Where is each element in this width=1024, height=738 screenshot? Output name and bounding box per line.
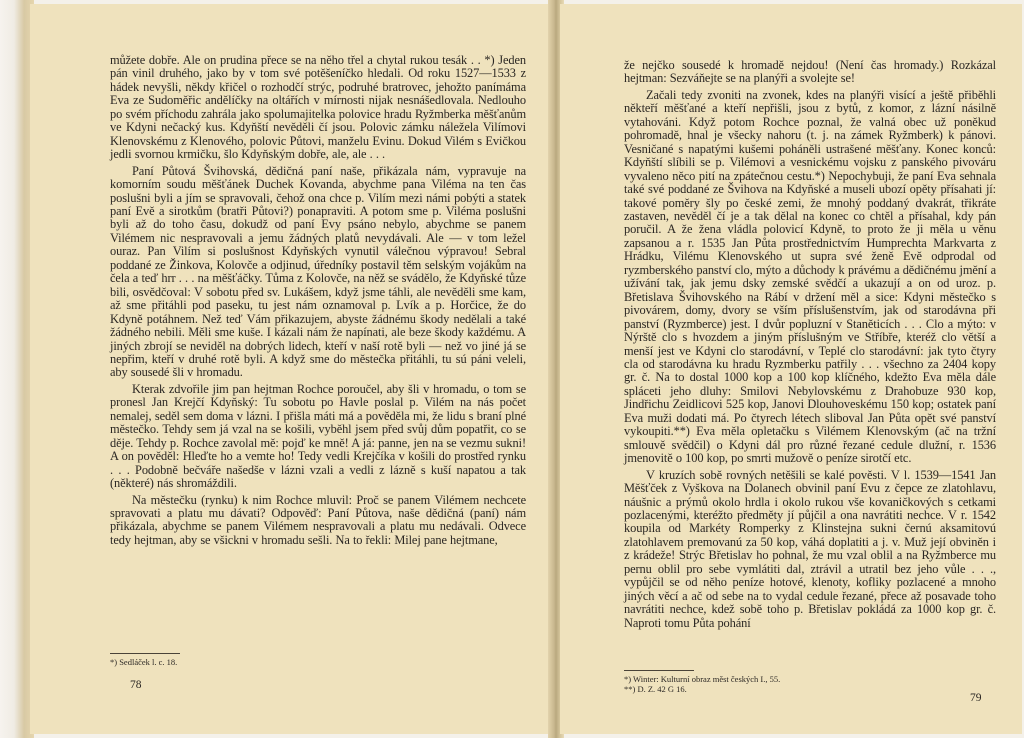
page-number: 78 — [130, 679, 142, 691]
right-page — [560, 4, 1022, 734]
footnote: **) D. Z. 42 G 16. — [624, 684, 687, 694]
footnote: *) Sedláček l. c. 18. — [110, 657, 178, 667]
left-footnotes — [110, 653, 510, 667]
footnote: *) Winter: Kulturní obraz měst českých I., 55. — [624, 674, 781, 684]
footnote-rule — [110, 653, 180, 654]
right-page-body — [624, 59, 996, 633]
left-paragraph: můžete dobře. Ale on prudina přece se na něho třel a chytal rukou tesák . . *) Jeden pán vinil druhého, jako by v tom své potěšeníčko hledali. Od roku 1527—1533 z hádek nevyšli, někdy křičel o rozhodčí strýc, podruhé bratrovec, jehožto panímáma Eva ze Sudoměřic andělíčky na oltářích v mírnosti nijak nesnášedlovala. Nedlouho po svém příchodu zahrála jako spolumajitelka polovice hradu Ryžmberka měšťanům ve Kdyni nečacký kus. Kdyňští nevěděli čí jsou. Polovic zámku náležela Vilímovi Klenovskému z Klenového, polovic Půtovi, manželu Evinu. Dokud Vilém s Evičkou jedli svornou krmičku, šlo Kdyňským dobře, ale, ale . . . — [110, 53, 526, 162]
left-page-body — [110, 54, 526, 550]
right-paragraph: že nejčko sousedé k hromadě nejdou! (Není čas hromady.) Rozkázal hejtman: Sezváňejte se na planýři a svolejte se! — [624, 58, 996, 86]
page-number: 79 — [970, 692, 982, 704]
right-footnotes — [624, 670, 984, 694]
page-edge-shadow — [0, 0, 34, 738]
footnote-rule — [624, 670, 694, 671]
left-paragraph: Kterak zdvořile jim pan hejtman Rochce poroučel, aby šli v hromadu, o tom se pronesl Jan Krejčí Kdyňský: Tu sobotu po Havle poslal p. Vilém na nás počet nemalej, seděl sem doma v lázni. I přišla máti má a pověděla mi, že lidu s braní plné městečko. Tehdy sem já vzal na se košili, vyběhl jsem před svůj dům popatřit, co se děje. Tehdy p. Rochce zavolal mě: pojď ke mně! A já: panne, jen na se vezmu sukni! A on pověděl: Hleďte ho a vemte ho! Tedy vedli Krejčíka v košili do prostřed rynku . . . Podobně bečváře našedše v lázni vzali a vedli z lázně s kuší napatou a tak (některé) nás shromáždili. — [110, 381, 526, 491]
left-paragraph: Paní Půtová Švihovská, dědičná paní naše, přikázala nám, vypravuje na komorním soudu měšťánek Duchek Kovanda, abychme pana Viléma na ten čas poslušni byli a jím se spravovali, čehož ona chce p. Vilím mezi námi pobýti a statek paní Evě a sirotkům (bratři Půtovi?) ponapraviti. A potom sme p. Viléma poslušni byli až do toho času, dokudž od paní Evy psáno nebylo, abychme se panem Vilémem nic nespravovali a jemu žádných platů nevydávali. Ale — v tom ležel ouraz. Pan Vilím si poslušnost Kdyňských vynutil válečnou výpravou! Sebral poddané ze Žinkova, Kolovče a odjinud, úředníky postavil těm selským vojákům na čela a teď hrr . . . na měšťáčky. Tůma z Kolovče, na něž se svádělo, že Kdyňské tůze bili, osvědčoval: V sobotu před sv. Lukášem, když jsme táhli, ale nevěděli sme kam, až sme přitáhli pod paseku, tu jest nám oznamoval p. Lvík a p. Horčice, že do Kdyně potáhnem. Než teď Vám přikazujem, abyste žádnému škody nedělali a také žádného nebili. Měli sme kuše. I kázali nám že napínati, ale beze škody každému. A jiných zbrojí se neviděl na dobrých lidech, kteří v naší rotě byli — než vo jiné já se nepřim, kteří v druhé rotě byli. A když sme do městečka přitáhli, tu sú páni veleli, aby sousedé šli v hromadu. — [110, 163, 526, 380]
left-paragraph: Na městečku (rynku) k nim Rochce mluvil: Proč se panem Vilémem nechcete spravovati a platu mu dávati? Odpověď: Paní Půtova, naše dědičná (paní) nám přikázala, abychme se panem Vilémem nespravovali a platu mu nedávali. Odvece tedy hejtman, aby se všickni v hromadu sešli. Na to řekli: Milej pane hejtmane, — [110, 492, 526, 547]
right-paragraph: V kruzích sobě rovných netěšili se kalé pověsti. V l. 1539—1541 Jan Měšťček z Vyškova na Dolanech obvinil paní Evu z čepce ze zlatohlavu, náušnic a prýmů okolo hrdla i okolo rukou vše kovaničkových s cetkami pozlacenými, kteréžto předměty jí půjčil a ona navrátiti nechce. V r. 1542 koupila od Markéty Romperky z Klinstejna sukni černú aksamitovú zlatohlavem premovanú za 50 kop, váhá doplatiti a j. v. Muž její obviněn i z krádeže! Strýc Břetislav ho pohnal, že mu vzal oblil a na Ryžmberce mu pernu oblil pro sebe vymlátiti dal, ztrávil a utratil bez jeho vůle . . ., vypůjčil se od něho peníze hotové, klenoty, kofliky pozlacené a mnoho jiných věcí a ač od sebe na to vydal cedule řezané, přece až posavade toho navrátiti nechce, kdež sobě toho p. Břetislav pokládá za 1000 kop gr. č. Naproti tomu Půta pohání — [624, 467, 996, 630]
left-page — [30, 4, 552, 734]
right-paragraph: Začali tedy zvoniti na zvonek, kdes na planýři visící a ještě přiběhli někteří měšťané a kteří nepřišli, jsou z bytů, z komor, z lázní násilně vytahováni. Když potom Rochce poznal, že valná obec už poněkud pohromadě, hnal je všecky nahoru (t. j. na zámek Ryžmberk) k pánovi. Vesničané s napatými kušemi poháněli ustrašené měšťany. Konec konců: Kdyňští slíbili se p. Vilémovi a vesnickému vojsku z panského pivováru vyvaleno něco pití na zpátečnou cestu.*) Nepochybuji, že paní Eva sehnala také své poddané ze Švihova na Kdyňské a museli ubozí opěty přísahati jí: takové poměry šly po české zemi, že mnohý poddaný dvakrát, třikráte zastaven, nevěděl čí je a tak dělal na konec co chtěl a přísahal, kdy pán poručil. A že žena vládla polovicí Kdyně, to proto že ji měla u věnu zapsanou a r. 1535 Jan Půta prostřednictvím Humprechta Markvarta z Hrádku, Vilému Klenovského ut supra své ženě Evě odprodal od ryzmberského panství clo, mýto a důchody k právému a dědičnému jmění a užívání tak, jak jemu dsky zemské svědčí a ukazují a on od uroz. p. Břetislava Švihovského na Rábí v držení měl a sice: Kdyni městečko s pivovárem, domy, dvory se vším příslušenstvím, jak od starodávna při panství (Ryzmberce) jest. I dvůr popluzní v Staněticích . . . Clo a mýto: v Nýrště clo s hvozdem a jiným příslušným ve Stříbře, kteréž clo větší a menší jest ve Kdyni clo starodávní, v Teplé clo starodávní: jak tyto čtyry cla od starodávna ku hradu Ryzmberku patřily . . . všechno za 2404 kopy gr. č. Na to dostal 1000 kop a 100 kop klíčného, kdežto Eva měla dále spláceti jeho dluhy: Smilovi Nebylovskému z Drahobuze 930 kop, Jindřichu Zeidlicovi 525 kop, Janovi Dlouhoveskému 150 kop; ostatek paní Eva muži dodati má. Po čtyrech létech sliboval Jan Půta opět své panství vykoupiti.**) Eva měla opletačku s Vilémem Klenovským (ač na tržní smlouvě svědčil) o Kdyni dál pro různé řezané cedule dlužní, r. 1536 jmenovitě o 100 kop, po smrti mužově o peníze sirotčí etc. — [624, 87, 996, 466]
